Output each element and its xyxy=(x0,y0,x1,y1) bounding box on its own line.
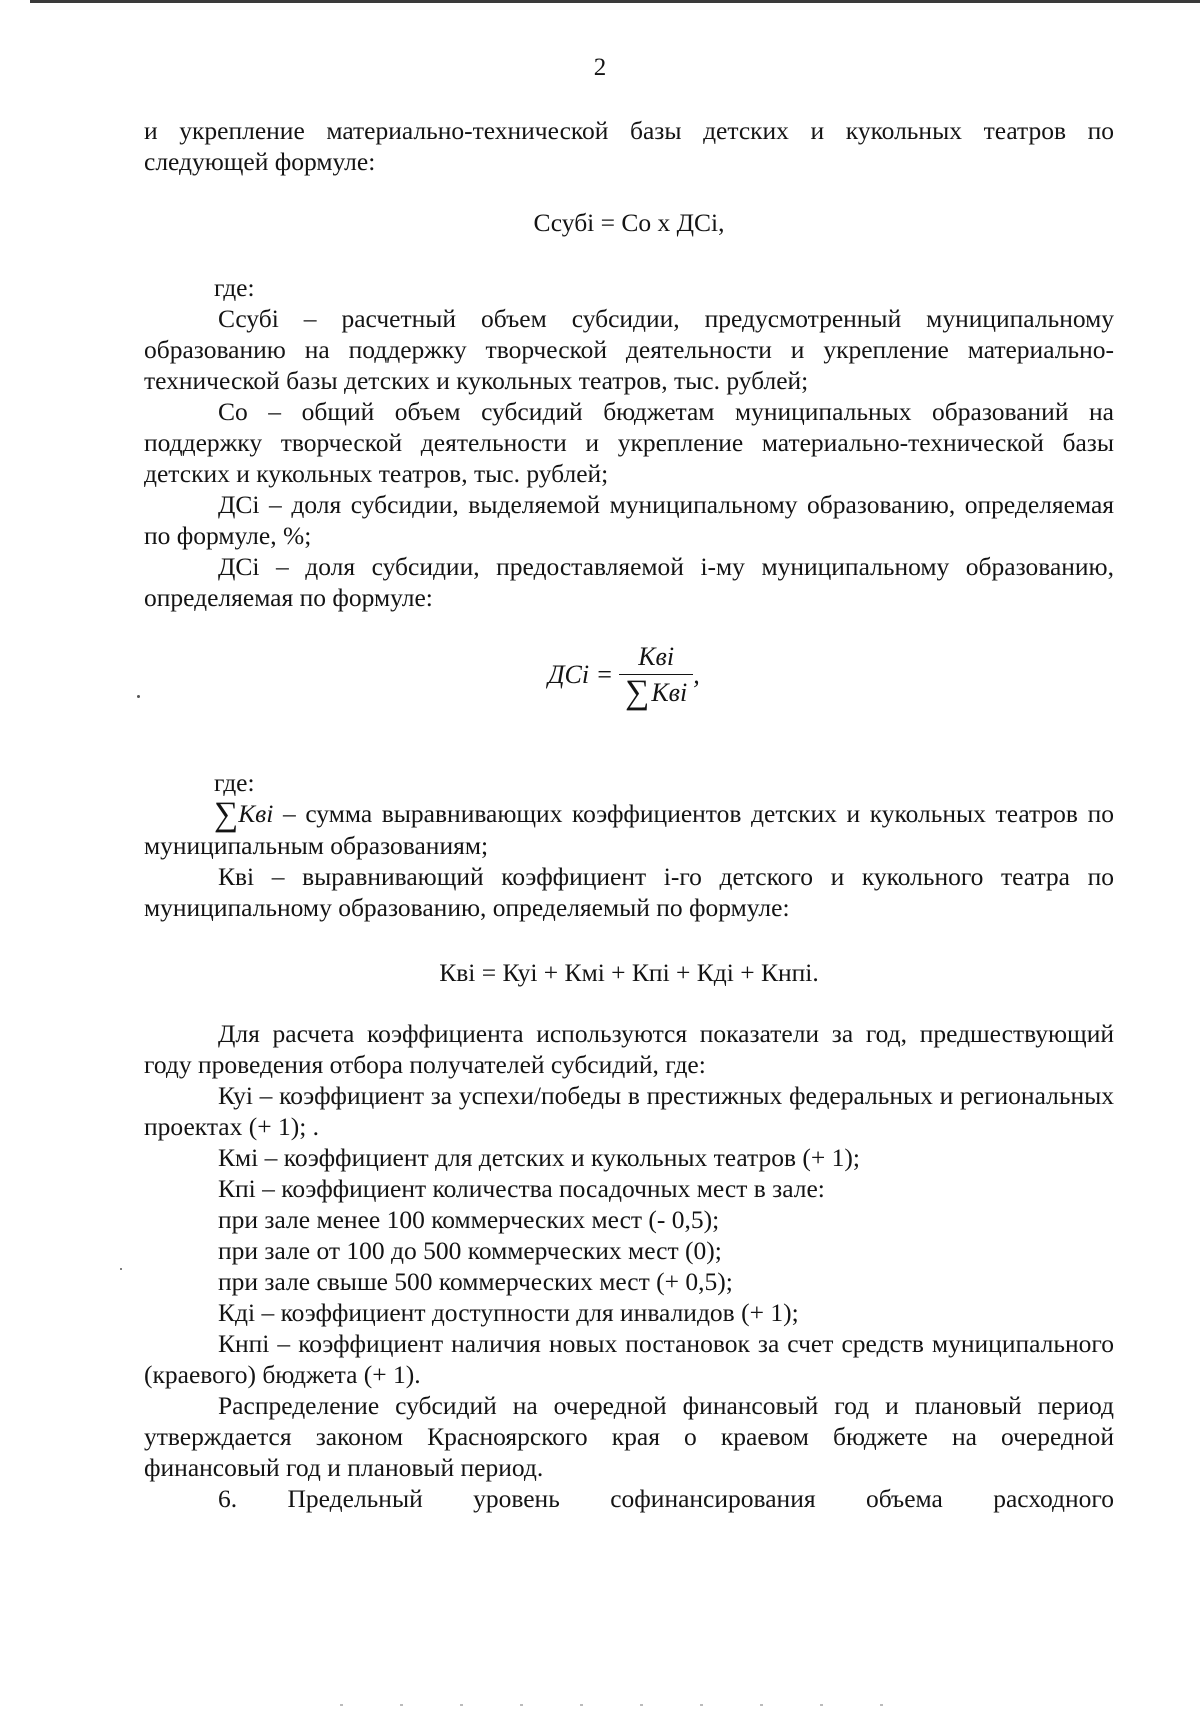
definition-so: Со – общий объем субсидий бюджетам муниципальных образований на поддержку творческой деятельности и укрепление материально-технической базы детских и кукольных театров, тыс. рублей; xyxy=(144,397,1114,488)
formula-kvi: Кві = Куi + Кмi + Кпi + Кдi + Кнпi. xyxy=(439,958,819,987)
sigma-symbol: ∑ xyxy=(625,673,650,711)
hall-size-over-500: при зале свыше 500 коммерческих мест (+ 0,5); xyxy=(218,1267,733,1296)
scan-speck xyxy=(120,1268,122,1270)
paragraph-calc-intro: Для расчета коэффициента используются показатели за год, предшествующий году проведения отбора получателей субсидий, где: xyxy=(144,1019,1114,1079)
definition-sum-kvi xyxy=(144,798,1114,861)
definition-kmi: Кмi – коэффициент для детских и кукольных театров (+ 1); xyxy=(218,1143,860,1172)
fraction-lhs: ДСi = xyxy=(548,660,614,689)
sum-term: Кві xyxy=(238,799,274,828)
document-body xyxy=(144,115,1114,1514)
formula-dsi-fraction xyxy=(144,633,1114,743)
where-label: где: xyxy=(214,273,255,302)
fraction-numerator: Кві xyxy=(638,642,675,671)
definition-knpi: Кнпi – коэффициент наличия новых постановок за счет средств муниципального (краевого) бюджета (+ 1). xyxy=(144,1329,1114,1389)
where-label-2: где: xyxy=(214,768,255,797)
paragraph-item-6: 6. Предельный уровень софинансирования объема расходного xyxy=(218,1484,1114,1513)
sum-definition-text: – сумма выравнивающих коэффициентов детских и кукольных театров по муниципальным образованиям; xyxy=(144,799,1114,860)
definition-kvi: Кві – выравнивающий коэффициент i-го детского и кукольного театра по муниципальному образованию, определяемый по формуле: xyxy=(144,862,1114,922)
fraction-tail: , xyxy=(693,660,700,689)
denominator-term: Кві xyxy=(651,678,688,707)
definition-dsi-share: ДСi – доля субсидии, предоставляемой i-му муниципальному образованию, определяемая по формуле: xyxy=(144,552,1114,612)
hall-size-less-100: при зале менее 100 коммерческих мест (- 0,5); xyxy=(218,1205,720,1234)
page-number: 2 xyxy=(593,54,607,81)
scan-bottom-noise xyxy=(340,1704,940,1706)
fraction xyxy=(619,641,693,711)
sigma-symbol: ∑ xyxy=(214,796,239,833)
definition-kui: Куi – коэффициент за успехи/победы в престижных федеральных и региональных проектах (+ 1); . xyxy=(144,1081,1114,1141)
hall-size-100-500: при зале от 100 до 500 коммерческих мест (0); xyxy=(218,1236,722,1265)
definition-dsi-percent: ДСi – доля субсидии, выделяемой муниципальному образованию, определяемая по формуле, %; xyxy=(144,490,1114,550)
definition-kpi: Кпi – коэффициент количества посадочных мест в зале: xyxy=(218,1174,825,1203)
top-edge-line xyxy=(30,0,1200,3)
definition-ssub: Ссубi – расчетный объем субсидии, предусмотренный муниципальному образованию на поддержку творческой деятельности и укрепление материально-технической базы детских и кукольных театров, тыс. рублей; xyxy=(144,304,1114,395)
scan-speck xyxy=(137,695,140,698)
formula-ssub: Ссубi = Со х ДСi, xyxy=(533,208,725,237)
definition-kdi: Кдi – коэффициент доступности для инвалидов (+ 1); xyxy=(218,1298,799,1327)
paragraph-intro: и укрепление материально-технической базы детских и кукольных театров по следующей формуле: xyxy=(144,116,1114,176)
fraction-denominator xyxy=(619,673,693,711)
paragraph-distribution: Распределение субсидий на очередной финансовый год и плановый период утверждается законом Красноярского края о краевом бюджете на очередной финансовый год и плановый период. xyxy=(144,1391,1114,1482)
